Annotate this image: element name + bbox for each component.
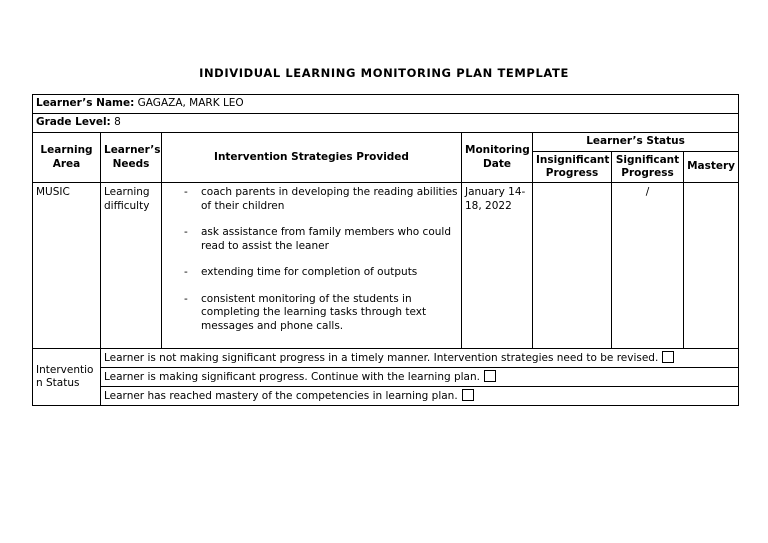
intervention-option-2: [101, 368, 739, 387]
document-title: INDIVIDUAL LEARNING MONITORING PLAN TEMPLATE: [199, 66, 569, 80]
intervention-option-2-text: Learner is making significant progress. Continue with the learning plan.: [104, 370, 480, 383]
intervention-status-row-1: [33, 349, 739, 368]
insignificant-progress-cell: [533, 183, 612, 349]
strategies-list: [165, 186, 458, 333]
header-learners-status: Learner’s Status: [533, 133, 739, 152]
header-insignificant-progress: Insignificant Progress: [533, 152, 612, 183]
intervention-option-1-text: Learner is not making significant progress in a timely manner. Intervention strategies need to be revised.: [104, 351, 659, 364]
table-row: [33, 183, 739, 349]
list-item: - ask assistance from family members who could read to assist the leaner: [184, 226, 451, 252]
intervention-option-3-text: Learner has reached mastery of the competencies in learning plan.: [104, 389, 458, 402]
header-learning-area: Learning Area: [33, 133, 101, 183]
monitoring-plan-table: [32, 94, 739, 406]
list-item: - consistent monitoring of the students in completing the learning tasks through text messages and phone calls.: [184, 292, 427, 332]
header-mastery: Mastery: [684, 152, 739, 183]
checkbox-significant-progress[interactable]: [484, 370, 496, 382]
learning-area-cell: MUSIC: [33, 183, 101, 349]
checkbox-mastery[interactable]: [462, 389, 474, 401]
intervention-status-label: Interventio n Status: [33, 349, 101, 406]
intervention-status-row-2: [33, 368, 739, 387]
header-significant-progress: Significant Progress: [612, 152, 684, 183]
header-row-1: [33, 133, 739, 152]
intervention-option-3: [101, 387, 739, 406]
learner-name-value: GAGAZA, MARK LEO: [137, 97, 244, 110]
checkbox-not-progressing[interactable]: [662, 351, 674, 363]
grade-level-label: Grade Level:: [36, 116, 111, 129]
grade-level-row: [33, 114, 739, 133]
list-item: - coach parents in developing the reading abilities of their children: [184, 186, 458, 212]
header-monitoring-date: Monitoring Date: [462, 133, 533, 183]
list-item: - extending time for completion of outputs: [184, 266, 418, 278]
significant-progress-cell: /: [612, 183, 684, 349]
mastery-cell: [684, 183, 739, 349]
learner-name-label: Learner’s Name:: [36, 97, 135, 110]
learners-needs-cell: Learning difficulty: [101, 183, 162, 349]
header-intervention-strategies: Intervention Strategies Provided: [162, 133, 462, 183]
strategies-cell: [162, 183, 462, 349]
monitoring-date-cell: January 14-18, 2022: [462, 183, 533, 349]
learner-name-row: [33, 95, 739, 114]
intervention-option-1: [101, 349, 739, 368]
grade-level-value: 8: [114, 116, 121, 129]
intervention-status-row-3: [33, 387, 739, 406]
header-learners-needs: Learner’s Needs: [101, 133, 162, 183]
